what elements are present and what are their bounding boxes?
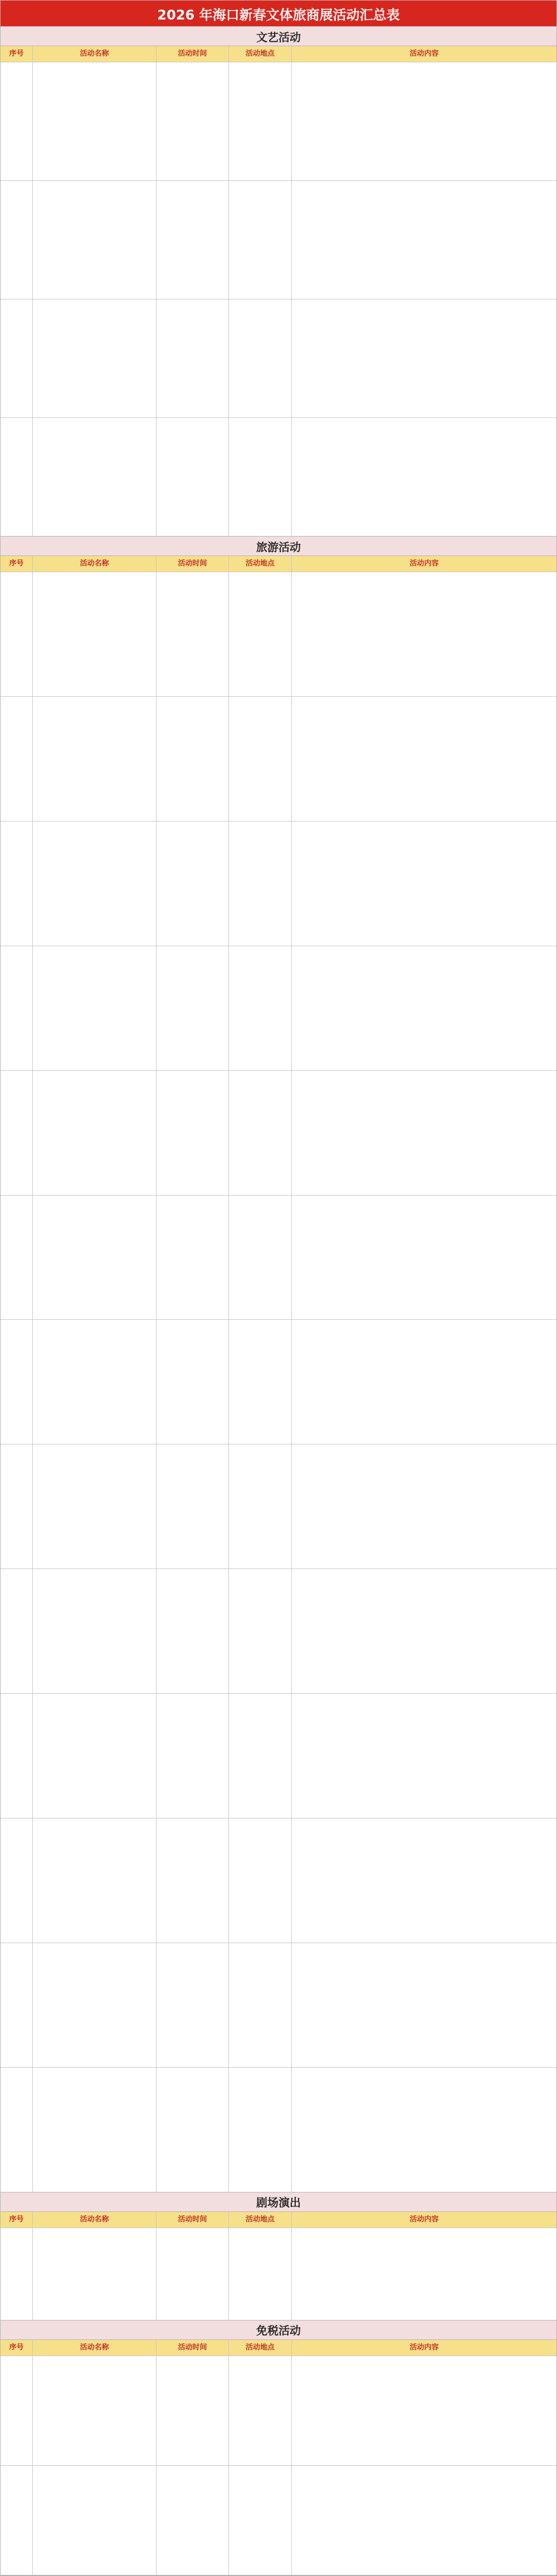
- table-row: [1, 697, 556, 822]
- table-cell-index: [1, 1943, 33, 2067]
- table-cell-time: [157, 299, 229, 417]
- table-cell-time: [157, 1694, 229, 1818]
- column-header-row: [1, 2340, 556, 2356]
- table-cell-location: [229, 299, 292, 417]
- table-cell-time: [157, 572, 229, 696]
- table-cell-name: [33, 62, 157, 180]
- table-cell-time: [157, 62, 229, 180]
- column-header-time: 活动时间: [157, 2340, 229, 2356]
- column-header-index: 序号: [1, 556, 33, 572]
- column-header-content: 活动内容: [409, 50, 439, 58]
- column-header-index: 序号: [1, 46, 33, 62]
- table-cell-name: [33, 2228, 157, 2320]
- column-header-time: 活动时间: [157, 2212, 229, 2228]
- table-cell-index: [1, 418, 33, 536]
- table-cell-content: [292, 2356, 556, 2465]
- column-header-content: 活动内容: [409, 2343, 439, 2352]
- table-cell-time: [157, 2466, 229, 2575]
- table-cell-location: [229, 1444, 292, 1569]
- table-cell-location: [229, 1196, 292, 1320]
- table-cell-content: [292, 1694, 556, 1818]
- table-cell-content: [292, 1071, 556, 1195]
- table-cell-location: [229, 697, 292, 821]
- table-cell-index: [1, 1569, 33, 1693]
- table-cell-content: [292, 697, 556, 821]
- table-cell-index: [1, 697, 33, 821]
- table-row: [1, 1071, 556, 1196]
- table-row: [1, 822, 556, 946]
- table-cell-index: [1, 62, 33, 180]
- table-cell-name: [33, 822, 157, 946]
- table-cell-location: [229, 822, 292, 946]
- column-header-location: 活动地点: [229, 2212, 292, 2228]
- table-section: [1, 2321, 556, 2576]
- table-cell-content: [292, 62, 556, 180]
- table-cell-content: [292, 2228, 556, 2320]
- table-cell-location: [229, 2228, 292, 2320]
- table-cell-name: [33, 2466, 157, 2575]
- table-cell-index: [1, 1196, 33, 1320]
- table-cell-name: [33, 572, 157, 696]
- column-header-location: 活动地点: [229, 556, 292, 572]
- table-cell-location: [229, 1071, 292, 1195]
- table-cell-index: [1, 2068, 33, 2192]
- table-row: [1, 1196, 556, 1320]
- table-cell-index: [1, 1320, 33, 1444]
- table-cell-name: [33, 1320, 157, 1444]
- table-row: [1, 62, 556, 181]
- table-cell-name: [33, 1943, 157, 2067]
- column-header-row: [1, 556, 556, 572]
- table-cell-index: [1, 572, 33, 696]
- table-cell-location: [229, 2466, 292, 2575]
- table-cell-content: [292, 1943, 556, 2067]
- table-cell-location: [229, 1943, 292, 2067]
- table-row: [1, 572, 556, 697]
- table-cell-location: [229, 1320, 292, 1444]
- table-cell-content: [292, 946, 556, 1070]
- table-cell-time: [157, 1071, 229, 1195]
- column-header-row: [1, 2212, 556, 2228]
- table-cell-location: [229, 2356, 292, 2465]
- table-cell-index: [1, 1818, 33, 1943]
- column-header-time: 活动时间: [157, 46, 229, 62]
- section-header: 旅游活动: [1, 537, 556, 556]
- column-header-index: 序号: [1, 2340, 33, 2356]
- table-row: [1, 946, 556, 1071]
- table-cell-content: [292, 2068, 556, 2192]
- table-cell-time: [157, 2356, 229, 2465]
- table-cell-content: [292, 1444, 556, 1569]
- table-cell-content: [292, 1818, 556, 1943]
- column-header-time: 活动时间: [157, 556, 229, 572]
- table-cell-content: [292, 2466, 556, 2575]
- table-cell-name: [33, 299, 157, 417]
- table-cell-content: [292, 1196, 556, 1320]
- table-cell-name: [33, 946, 157, 1070]
- table-cell-name: [33, 1444, 157, 1569]
- column-header-row: [1, 46, 556, 62]
- table-cell-time: [157, 2068, 229, 2192]
- table-cell-location: [229, 572, 292, 696]
- table-cell-time: [157, 1943, 229, 2067]
- column-header-name: 活动名称: [33, 2212, 157, 2228]
- table-cell-name: [33, 2356, 157, 2465]
- table-cell-name: [33, 1818, 157, 1943]
- table-row: [1, 2068, 556, 2192]
- column-header-index: 序号: [1, 2212, 33, 2228]
- table-cell-time: [157, 822, 229, 946]
- table-cell-name: [33, 697, 157, 821]
- table-cell-location: [229, 418, 292, 536]
- column-header-location: 活动地点: [229, 46, 292, 62]
- table-cell-location: [229, 1694, 292, 1818]
- table-cell-name: [33, 1196, 157, 1320]
- table-cell-time: [157, 418, 229, 536]
- column-header-name: 活动名称: [33, 46, 157, 62]
- table-cell-content: [292, 418, 556, 536]
- table-cell-index: [1, 2228, 33, 2320]
- table-cell-name: [33, 181, 157, 299]
- table-cell-content: [292, 1320, 556, 1444]
- table-section: [1, 27, 556, 537]
- table-row: [1, 2466, 556, 2575]
- table-cell-index: [1, 299, 33, 417]
- table-cell-location: [229, 62, 292, 180]
- table-row: [1, 2228, 556, 2320]
- table-row: [1, 1320, 556, 1444]
- table-cell-content: [292, 1569, 556, 1693]
- section-list: [1, 27, 556, 2575]
- table-cell-time: [157, 1320, 229, 1444]
- table-cell-index: [1, 822, 33, 946]
- table-row: [1, 1818, 556, 1943]
- table-cell-time: [157, 1444, 229, 1569]
- column-header-content: 活动内容: [409, 559, 439, 568]
- table-cell-location: [229, 2068, 292, 2192]
- table-cell-index: [1, 946, 33, 1070]
- table-section: [1, 537, 556, 2192]
- table-row: [1, 299, 556, 418]
- table-row: [1, 2356, 556, 2466]
- table-cell-name: [33, 1694, 157, 1818]
- table-cell-location: [229, 946, 292, 1070]
- table-row: [1, 1943, 556, 2068]
- table-cell-index: [1, 1071, 33, 1195]
- table-row: [1, 1569, 556, 1694]
- column-header-name: 活动名称: [33, 556, 157, 572]
- table-cell-index: [1, 1444, 33, 1569]
- table-cell-time: [157, 697, 229, 821]
- table-cell-index: [1, 2356, 33, 2465]
- table-cell-time: [157, 181, 229, 299]
- table-cell-index: [1, 2466, 33, 2575]
- table-row: [1, 1444, 556, 1569]
- table-cell-location: [229, 1818, 292, 1943]
- section-header: 剧场演出: [1, 2192, 556, 2212]
- section-header: 免税活动: [1, 2321, 556, 2340]
- table-row: [1, 418, 556, 536]
- table-cell-time: [157, 1196, 229, 1320]
- table-cell-name: [33, 1569, 157, 1693]
- column-header-name: 活动名称: [33, 2340, 157, 2356]
- table-row: [1, 181, 556, 299]
- table-cell-content: [292, 299, 556, 417]
- table-cell-location: [229, 181, 292, 299]
- table-row: [1, 1694, 556, 1818]
- table-cell-name: [33, 1071, 157, 1195]
- table-cell-time: [157, 946, 229, 1070]
- table-cell-index: [1, 1694, 33, 1818]
- table-cell-location: [229, 1569, 292, 1693]
- document-title: 2026 年海口新春文体旅商展活动汇总表: [1, 1, 556, 27]
- table-cell-name: [33, 418, 157, 536]
- table-cell-time: [157, 1569, 229, 1693]
- table-cell-name: [33, 2068, 157, 2192]
- table-cell-content: [292, 822, 556, 946]
- table-cell-time: [157, 1818, 229, 1943]
- table-cell-content: [292, 181, 556, 299]
- table-cell-time: [157, 2228, 229, 2320]
- column-header-content: 活动内容: [409, 2215, 439, 2224]
- section-header: 文艺活动: [1, 27, 556, 46]
- column-header-location: 活动地点: [229, 2340, 292, 2356]
- table-section: [1, 2192, 556, 2321]
- table-cell-index: [1, 181, 33, 299]
- table-cell-content: [292, 572, 556, 696]
